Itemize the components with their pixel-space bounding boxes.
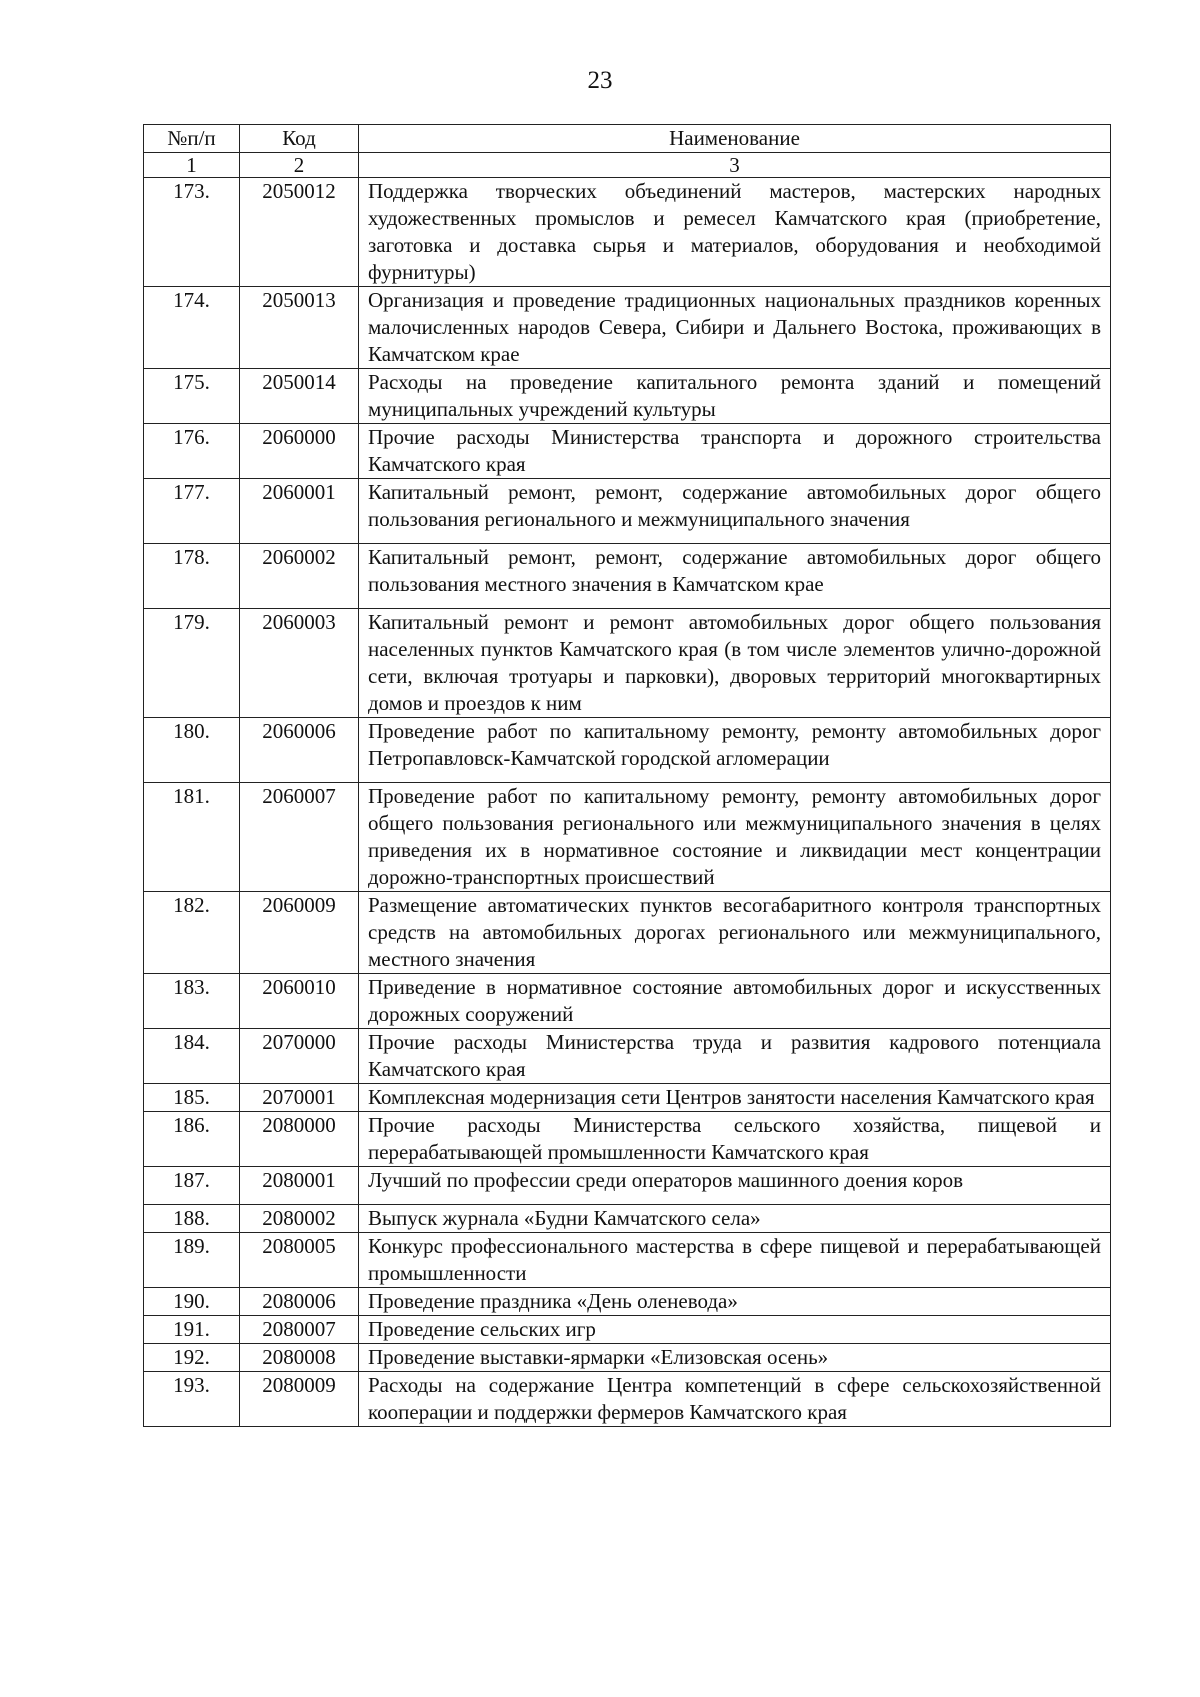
row-code-cell: 2060003 — [240, 609, 359, 718]
row-code-cell: 2070001 — [240, 1084, 359, 1112]
row-code-cell: 2050014 — [240, 369, 359, 424]
header-row — [144, 125, 1111, 153]
row-code-cell: 2080005 — [240, 1233, 359, 1288]
column-header-number: №п/п — [144, 125, 240, 153]
row-name-cell: Капитальный ремонт, ремонт, содержание автомобильных дорог общего пользования местного значения в Камчатском крае — [359, 544, 1111, 609]
table-row — [144, 1112, 1111, 1167]
row-name-cell: Выпуск журнала «Будни Камчатского села» — [359, 1205, 1111, 1233]
row-code-cell: 2060010 — [240, 974, 359, 1029]
row-name-cell: Капитальный ремонт и ремонт автомобильных дорог общего пользования населенных пунктов Камчатского края (в том числе элементов улично-дорожной сети, включая тротуары и парковки), дворовых территорий многоквартирных домов и проездов к ним — [359, 609, 1111, 718]
row-number-cell: 184. — [144, 1029, 240, 1084]
row-number-cell: 185. — [144, 1084, 240, 1112]
column-index-row — [144, 153, 1111, 178]
row-number-cell: 179. — [144, 609, 240, 718]
row-name-cell: Расходы на содержание Центра компетенций в сфере сельскохозяйственной кооперации и поддержки фермеров Камчатского края — [359, 1372, 1111, 1427]
table-body — [144, 178, 1111, 1427]
column-header-name: Наименование — [359, 125, 1111, 153]
row-number-cell: 189. — [144, 1233, 240, 1288]
row-code-cell: 2070000 — [240, 1029, 359, 1084]
row-name-cell: Поддержка творческих объединений мастеров, мастерских народных художественных промыслов и ремесел Камчатского края (приобретение, заготовка и доставка сырья и материалов, оборудования и необходимой фурнитуры) — [359, 178, 1111, 287]
row-name-cell: Прочие расходы Министерства труда и развития кадрового потенциала Камчатского края — [359, 1029, 1111, 1084]
row-code-cell: 2080001 — [240, 1167, 359, 1205]
row-code-cell: 2080009 — [240, 1372, 359, 1427]
row-code-cell: 2050013 — [240, 287, 359, 369]
codes-table — [143, 124, 1111, 1427]
row-name-cell: Проведение сельских игр — [359, 1316, 1111, 1344]
table-row — [144, 1316, 1111, 1344]
row-number-cell: 182. — [144, 892, 240, 974]
row-number-cell: 187. — [144, 1167, 240, 1205]
row-code-cell: 2060001 — [240, 479, 359, 544]
table-row — [144, 1205, 1111, 1233]
row-number-cell: 188. — [144, 1205, 240, 1233]
row-name-cell: Организация и проведение традиционных национальных праздников коренных малочисленных народов Севера, Сибири и Дальнего Востока, проживающих в Камчатском крае — [359, 287, 1111, 369]
row-name-cell: Размещение автоматических пунктов весогабаритного контроля транспортных средств на автомобильных дорогах регионального или межмуниципального, местного значения — [359, 892, 1111, 974]
table-row — [144, 609, 1111, 718]
row-code-cell: 2060006 — [240, 718, 359, 783]
table-row — [144, 1084, 1111, 1112]
row-name-cell: Капитальный ремонт, ремонт, содержание автомобильных дорог общего пользования регионального и межмуниципального значения — [359, 479, 1111, 544]
row-name-cell: Проведение работ по капитальному ремонту, ремонту автомобильных дорог Петропавловск-Камчатской городской агломерации — [359, 718, 1111, 783]
row-number-cell: 180. — [144, 718, 240, 783]
row-number-cell: 177. — [144, 479, 240, 544]
row-name-cell: Лучший по профессии среди операторов машинного доения коров — [359, 1167, 1111, 1205]
table-row — [144, 718, 1111, 783]
table-row — [144, 178, 1111, 287]
row-name-cell: Прочие расходы Министерства сельского хозяйства, пищевой и перерабатывающей промышленности Камчатского края — [359, 1112, 1111, 1167]
column-index-1: 1 — [144, 153, 240, 178]
table-row — [144, 1288, 1111, 1316]
table-row — [144, 1167, 1111, 1205]
row-number-cell: 190. — [144, 1288, 240, 1316]
table-row — [144, 287, 1111, 369]
row-code-cell: 2080000 — [240, 1112, 359, 1167]
row-number-cell: 178. — [144, 544, 240, 609]
table-row — [144, 369, 1111, 424]
table-row — [144, 1029, 1111, 1084]
row-name-cell: Комплексная модернизация сети Центров занятости населения Камчатского края — [359, 1084, 1111, 1112]
table-row — [144, 974, 1111, 1029]
row-name-cell: Конкурс профессионального мастерства в сфере пищевой и перерабатывающей промышленности — [359, 1233, 1111, 1288]
row-number-cell: 193. — [144, 1372, 240, 1427]
column-header-code: Код — [240, 125, 359, 153]
row-number-cell: 174. — [144, 287, 240, 369]
row-code-cell: 2080007 — [240, 1316, 359, 1344]
row-code-cell: 2060007 — [240, 783, 359, 892]
table-row — [144, 783, 1111, 892]
table-row — [144, 1372, 1111, 1427]
table-row — [144, 424, 1111, 479]
row-number-cell: 176. — [144, 424, 240, 479]
table-row — [144, 1344, 1111, 1372]
row-code-cell: 2080006 — [240, 1288, 359, 1316]
row-code-cell: 2060000 — [240, 424, 359, 479]
column-index-2: 2 — [240, 153, 359, 178]
row-code-cell: 2060002 — [240, 544, 359, 609]
row-name-cell: Проведение праздника «День оленевода» — [359, 1288, 1111, 1316]
row-name-cell: Проведение выставки-ярмарки «Елизовская осень» — [359, 1344, 1111, 1372]
row-number-cell: 173. — [144, 178, 240, 287]
row-number-cell: 192. — [144, 1344, 240, 1372]
table-row — [144, 479, 1111, 544]
row-name-cell: Расходы на проведение капитального ремонта зданий и помещений муниципальных учреждений культуры — [359, 369, 1111, 424]
row-number-cell: 186. — [144, 1112, 240, 1167]
row-name-cell: Приведение в нормативное состояние автомобильных дорог и искусственных дорожных сооружений — [359, 974, 1111, 1029]
row-code-cell: 2060009 — [240, 892, 359, 974]
row-code-cell: 2080008 — [240, 1344, 359, 1372]
row-name-cell: Проведение работ по капитальному ремонту, ремонту автомобильных дорог общего пользования регионального или межмуниципального значения в целях приведения их в нормативное состояние и ликвидации мест концентрации дорожно-транспортных происшествий — [359, 783, 1111, 892]
page-number: 23 — [587, 67, 613, 94]
row-code-cell: 2080002 — [240, 1205, 359, 1233]
row-code-cell: 2050012 — [240, 178, 359, 287]
column-index-3: 3 — [359, 153, 1111, 178]
table-row — [144, 544, 1111, 609]
table-row — [144, 1233, 1111, 1288]
table-row — [144, 892, 1111, 974]
row-number-cell: 175. — [144, 369, 240, 424]
row-number-cell: 181. — [144, 783, 240, 892]
row-number-cell: 191. — [144, 1316, 240, 1344]
row-number-cell: 183. — [144, 974, 240, 1029]
row-name-cell: Прочие расходы Министерства транспорта и дорожного строительства Камчатского края — [359, 424, 1111, 479]
